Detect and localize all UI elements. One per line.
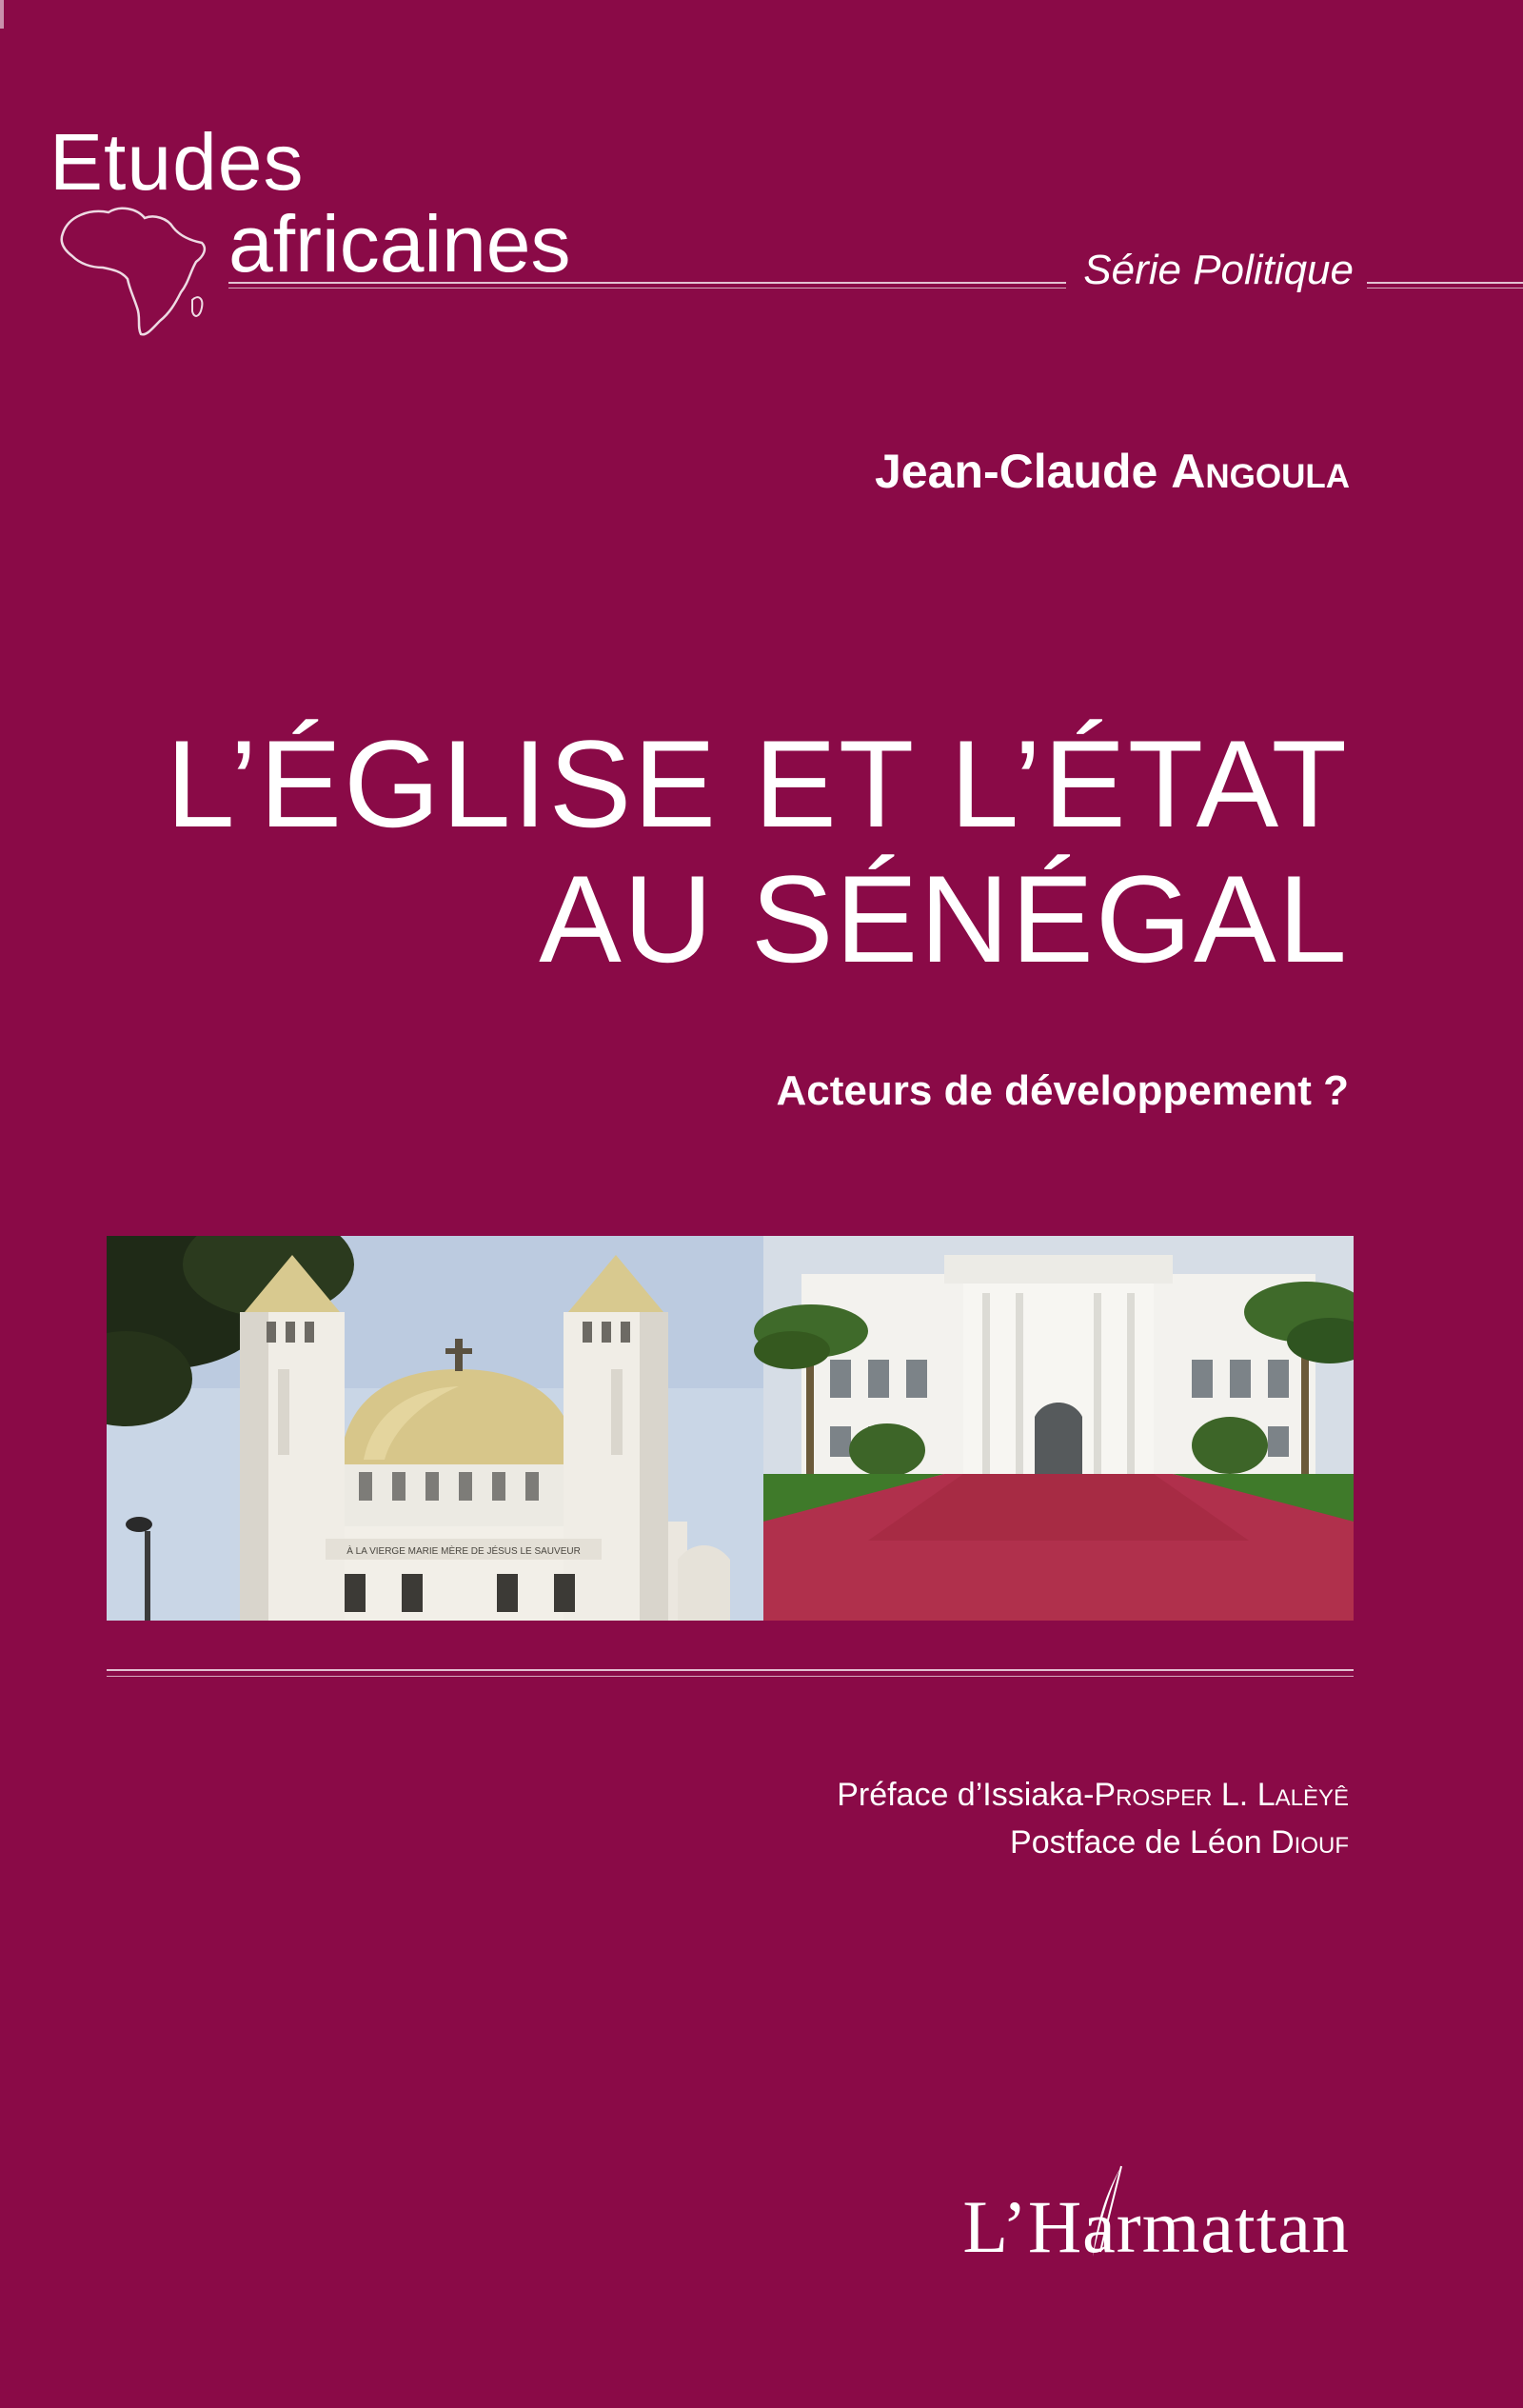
book-title-line1: L’ÉGLISE ET L’ÉTAT xyxy=(166,714,1349,853)
africa-map-icon xyxy=(49,195,221,338)
cover-photo-strip xyxy=(107,1236,1354,1621)
book-subtitle: Acteurs de développement ? xyxy=(776,1067,1349,1114)
author-name xyxy=(875,445,1350,498)
header-rule-4 xyxy=(1367,288,1523,289)
header-rule-1 xyxy=(228,282,1066,284)
divider-rule-1 xyxy=(107,1669,1354,1671)
cathedral-inscription: À LA VIERGE MARIE MÈRE DE JÉSUS LE SAUVEUR xyxy=(346,1546,581,1557)
postface-prefix: Postface de Léon xyxy=(1010,1824,1272,1861)
header-rule-2 xyxy=(228,288,1066,289)
preface-name: Prosper L. Lalèyê xyxy=(1094,1777,1349,1813)
postface-credit xyxy=(1010,1826,1349,1859)
palace-photo xyxy=(754,1236,1354,1621)
header-rule-3 xyxy=(1367,282,1523,284)
publisher-logo: L’Harmattan xyxy=(962,2185,1350,2268)
author-last-name: Angoula xyxy=(1171,445,1350,498)
collection-title-line1: Etudes xyxy=(49,117,305,207)
preface-prefix: Préface d’Issiaka- xyxy=(837,1777,1095,1813)
divider-rule-2 xyxy=(107,1676,1354,1677)
preface-credit xyxy=(837,1779,1349,1811)
cathedral-photo xyxy=(107,1236,763,1621)
spine-mark xyxy=(0,0,4,29)
collection-title-line2: africaines xyxy=(228,199,571,289)
postface-name: Diouf xyxy=(1271,1824,1349,1861)
book-title-line2: AU SÉNÉGAL xyxy=(539,849,1349,988)
series-label: Série Politique xyxy=(1083,247,1354,293)
author-first-name: Jean-Claude xyxy=(875,445,1158,498)
